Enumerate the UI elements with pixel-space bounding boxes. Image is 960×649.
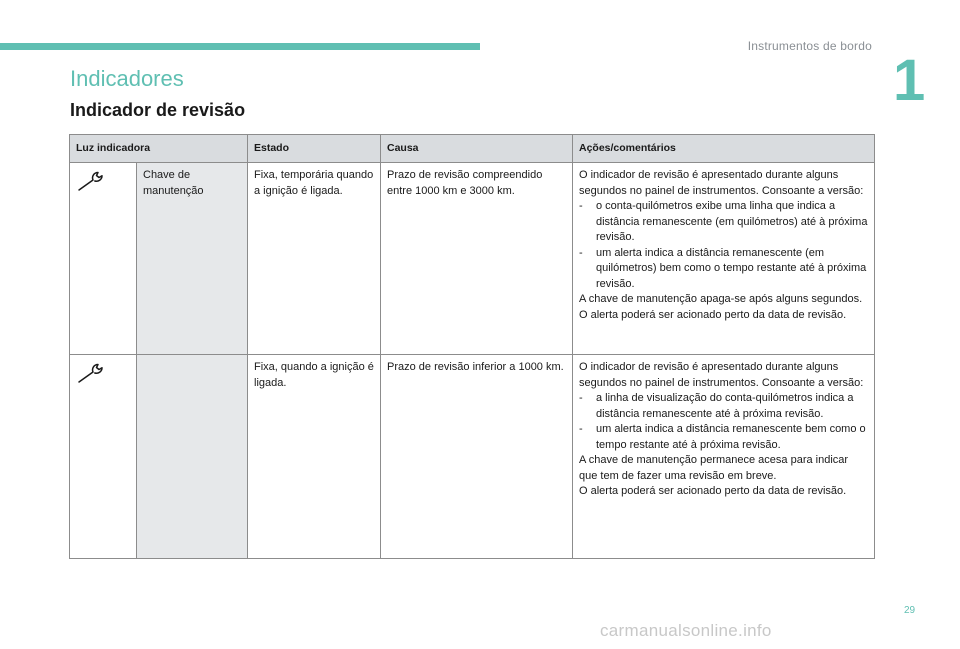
watermark: carmanualsonline.info xyxy=(600,621,772,640)
acoes-note: O alerta poderá ser acionado perto da data de revisão. xyxy=(579,485,847,497)
indicator-icon-cell xyxy=(70,355,137,559)
acoes-note: A chave de manutenção apaga-se após alguns segundos. xyxy=(579,293,863,305)
table-row xyxy=(70,355,875,559)
column-header-estado: Estado xyxy=(248,135,381,163)
indicator-icon-cell xyxy=(70,163,137,355)
list-item-text: a linha de visualização do conta-quilómetros indica a distância remanescente até à próxima revisão. xyxy=(596,392,854,420)
acoes-note: A chave de manutenção permanece acesa para indicar que tem de fazer uma revisão em breve. xyxy=(579,454,849,482)
list-item xyxy=(579,422,869,453)
wrench-icon xyxy=(76,360,106,386)
indicator-table xyxy=(69,134,875,559)
list-item xyxy=(579,391,869,422)
list-marker: - xyxy=(579,200,583,212)
wrench-icon xyxy=(76,168,106,194)
estado-cell: Fixa, quando a ignição é ligada. xyxy=(248,355,381,559)
list-item xyxy=(579,199,869,246)
list-marker: - xyxy=(579,246,583,259)
indicator-name xyxy=(137,355,248,559)
list-item-text: o conta-quilómetros exibe uma linha que indica a distância remanescente (em quilómetros) até à próxima revisão. xyxy=(596,200,868,243)
table-header-row xyxy=(70,135,875,163)
table-row xyxy=(70,163,875,355)
acoes-cell xyxy=(573,163,875,355)
list-item-text: um alerta indica a distância remanescente (em quilómetros) bem como o tempo restante até à próxima revisão. xyxy=(596,246,867,290)
list-item-text: um alerta indica a distância remanescente bem como o tempo restante até à próxima revisão. xyxy=(596,423,866,451)
chapter-number: 1 xyxy=(893,48,926,113)
causa-cell: Prazo de revisão inferior a 1000 km. xyxy=(381,355,573,559)
column-header-causa: Causa xyxy=(381,135,573,163)
chapter-title: Instrumentos de bordo xyxy=(747,39,872,53)
page-number: 29 xyxy=(904,605,916,616)
acoes-note: O alerta poderá ser acionado perto da data de revisão. xyxy=(579,308,847,321)
header-accent-bar xyxy=(0,43,480,50)
list-marker: - xyxy=(579,423,583,435)
page-title: Indicadores xyxy=(70,66,184,91)
acoes-intro: O indicador de revisão é apresentado durante alguns segundos no painel de instrumentos. Consoante a versão: xyxy=(579,361,864,389)
estado-cell: Fixa, temporária quando a ignição é ligada. xyxy=(248,163,381,355)
acoes-cell xyxy=(573,355,875,559)
column-header-luz: Luz indicadora xyxy=(70,135,248,163)
list-item xyxy=(579,246,869,293)
list-marker: - xyxy=(579,392,583,404)
causa-cell: Prazo de revisão compreendido entre 1000 km e 3000 km. xyxy=(381,163,573,355)
column-header-acoes: Ações/comentários xyxy=(573,135,875,163)
section-title: Indicador de revisão xyxy=(70,100,246,120)
indicator-name: Chave de manutenção xyxy=(137,163,248,355)
acoes-intro: O indicador de revisão é apresentado durante alguns segundos no painel de instrumentos. Consoante a versão: xyxy=(579,169,864,197)
